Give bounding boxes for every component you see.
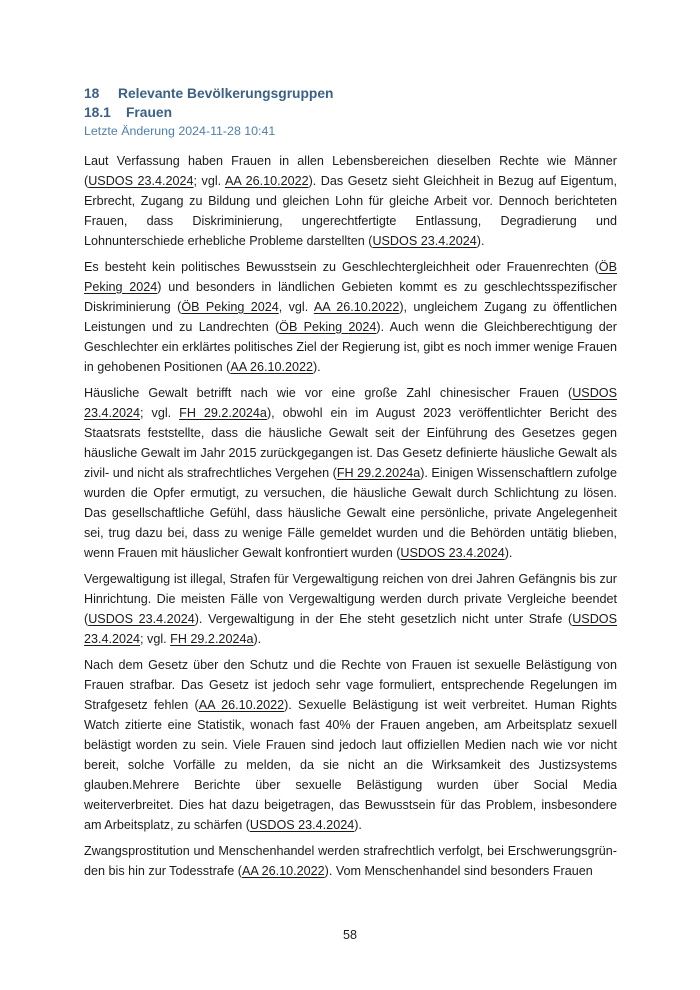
citation-link[interactable]: USDOS 23.4.2024 [249, 817, 355, 832]
text-run: ), obwohl ein im August 2023 veröffentlichter Bericht des Staatsrats feststellte, dass die häusliche Gewalt seit der Einführung des Gesetzes gegen häusliche Gewalt im Jahr 2015 zurückgegangen ist. Das Gesetz definierte häusliche Gewalt als zivil- und nicht als strafrechtliches Vergehen ( [84, 405, 617, 480]
paragraph [84, 151, 617, 251]
section-title: Relevante Bevölkerungsgruppen [118, 86, 334, 101]
citation-link[interactable]: FH 29.2.2024a [179, 405, 267, 420]
paragraph [84, 383, 617, 563]
section-heading [84, 84, 617, 103]
citation-link[interactable]: USDOS 23.4.2024 [88, 173, 194, 188]
citation-link[interactable]: USDOS 23.4.2024 [400, 545, 505, 560]
text-run: ). Sexuelle Belästigung ist weit verbreitet. Human Rights Watch zitierte eine Statistik, wonach fast 40% der Frauen angeben, am Arbeitsplatz sexuell belästigt worden zu sein. Viele Frauen sind jedoch laut offiziellen Medien nach wie vor nicht bereit, solche Vorfälle zu melden, da sie nicht an die Wirksamkeit des Justizsystems glauben.Mehrere Berichte über sexuelle Belästigung wurden über Social Media weiterverbreitet. Dies hat dazu beigetragen, das Bewusstsein für das Problem, insbesondere am Arbeitsplatz, zu schärfen ( [84, 697, 617, 832]
subsection-number: 18.1 [84, 105, 111, 121]
citation-link[interactable]: AA 26.10.2022 [198, 697, 285, 712]
text-run: , vgl. [278, 299, 314, 314]
text-run: ), ungleichem Zugang zu öffentlichen Leistungen und zu Landrechten ( [84, 299, 618, 334]
citation-link[interactable]: USDOS 23.4.2024 [372, 233, 477, 248]
citation-link[interactable]: ÖB Peking 2024 [181, 299, 279, 314]
content-area [84, 84, 617, 887]
citation-link[interactable]: ÖB Peking 2024 [279, 319, 377, 334]
text-run: ). [312, 359, 321, 374]
text-run: ). Das Gesetz sieht Gleichheit in Bezug auf Eigentum, Erbrecht, Zugang zu Bildung und gleichen Lohn für gleiche Arbeit vor. Dennoch berichteten Frauen, dass Diskriminierung, ungerechtfertigte Entlassung, Degradierung und Lohnunterschiede erhebliche Probleme darstellten ( [84, 173, 617, 248]
text-run: Laut Verfassung haben Frauen in allen Lebensbereichen dieselben Rechte wie Männer ( [84, 153, 617, 188]
text-run: ; vgl. [140, 631, 171, 646]
text-run: ). [504, 545, 513, 560]
text-run: ) und besonders in ländlichen Gebieten kommt es zu geschlechtsspezifischer Diskriminierung ( [84, 279, 617, 314]
text-run: Häusliche Gewalt betrifft nach wie vor eine große Zahl chinesischer Frauen ( [84, 385, 573, 400]
text-run: ). [476, 233, 485, 248]
text-run: ). Auch wenn die Gleichberechtigung der Geschlechter ein erklärtes politisches Ziel der Regierung ist, gibt es noch immer wenige Frauen in gehobenen Positionen ( [84, 319, 617, 374]
last-modified-note: Letzte Änderung 2024-11-28 10:41 [84, 123, 276, 138]
text-run: Es besteht kein politisches Bewusstsein zu Geschlechtergleichheit oder Frauenrechten ( [84, 259, 599, 274]
citation-link[interactable]: FH 29.2.2024a [336, 465, 421, 480]
text-run: ). Vergewaltigung in der Ehe steht gesetzlich nicht unter Strafe ( [194, 611, 573, 626]
text-run: Nach dem Gesetz über den Schutz und die Rechte von Frauen ist sexuelle Belästigung von Frauen strafbar. Das Gesetz ist jedoch sehr vage formuliert, entsprechende Regelungen im Strafgesetz fehlen ( [84, 657, 617, 712]
text-run: ). [253, 631, 262, 646]
subsection-title: Frauen [126, 105, 172, 121]
body-text [84, 151, 617, 881]
citation-link[interactable]: AA 26.10.2022 [224, 173, 309, 188]
citation-link[interactable]: ÖB Peking 2024 [84, 259, 617, 294]
paragraph [84, 655, 617, 835]
citation-link[interactable]: USDOS 23.4.2024 [84, 611, 617, 646]
section-number: 18 [84, 86, 100, 101]
text-run: ; vgl. [193, 173, 225, 188]
text-run: Zwangsprostitution und Menschenhandel werden strafrechtlich verfolgt, bei Erschwerungsgründen bis hin zur Todesstrafe ( [84, 843, 617, 878]
citation-link[interactable]: AA 26.10.2022 [241, 863, 325, 878]
paragraph [84, 257, 617, 377]
citation-link[interactable]: AA 26.10.2022 [230, 359, 313, 374]
text-run: ; vgl. [140, 405, 180, 420]
citation-link[interactable]: FH 29.2.2024a [170, 631, 254, 646]
text-run: ). [354, 817, 362, 832]
text-run: ). Einigen Wissenschaftlern zufolge wurden die Opfer ermutigt, zu versuchen, die häusliche Gewalt durch Schlichtung zu lösen. Das gesellschaftliche Gefühl, dass häusliche Gewalt eine persönliche, private Angelegenheit sei, trug dazu bei, dass zu wenige Fälle gemeldet wurden und die Behörden untätig blieben, wenn Frauen mit häuslicher Gewalt konfrontiert wurden ( [84, 465, 617, 560]
citation-link[interactable]: AA 26.10.2022 [313, 299, 400, 314]
page-number: 58 [342, 928, 357, 942]
citation-link[interactable]: USDOS 23.4.2024 [84, 385, 617, 420]
paragraph [84, 841, 617, 881]
text-run: Vergewaltigung ist illegal, Strafen für Vergewaltigung reichen von drei Jahren Gefängnis bis zur Hinrichtung. Die meisten Fälle von Vergewaltigung werden durch private Vergleiche beendet ( [84, 571, 617, 626]
subsection-heading [84, 103, 617, 122]
paragraph [84, 569, 617, 649]
citation-link[interactable]: USDOS 23.4.2024 [88, 611, 195, 626]
text-run: ). Vom Menschenhandel sind besonders Frauen [324, 863, 593, 878]
